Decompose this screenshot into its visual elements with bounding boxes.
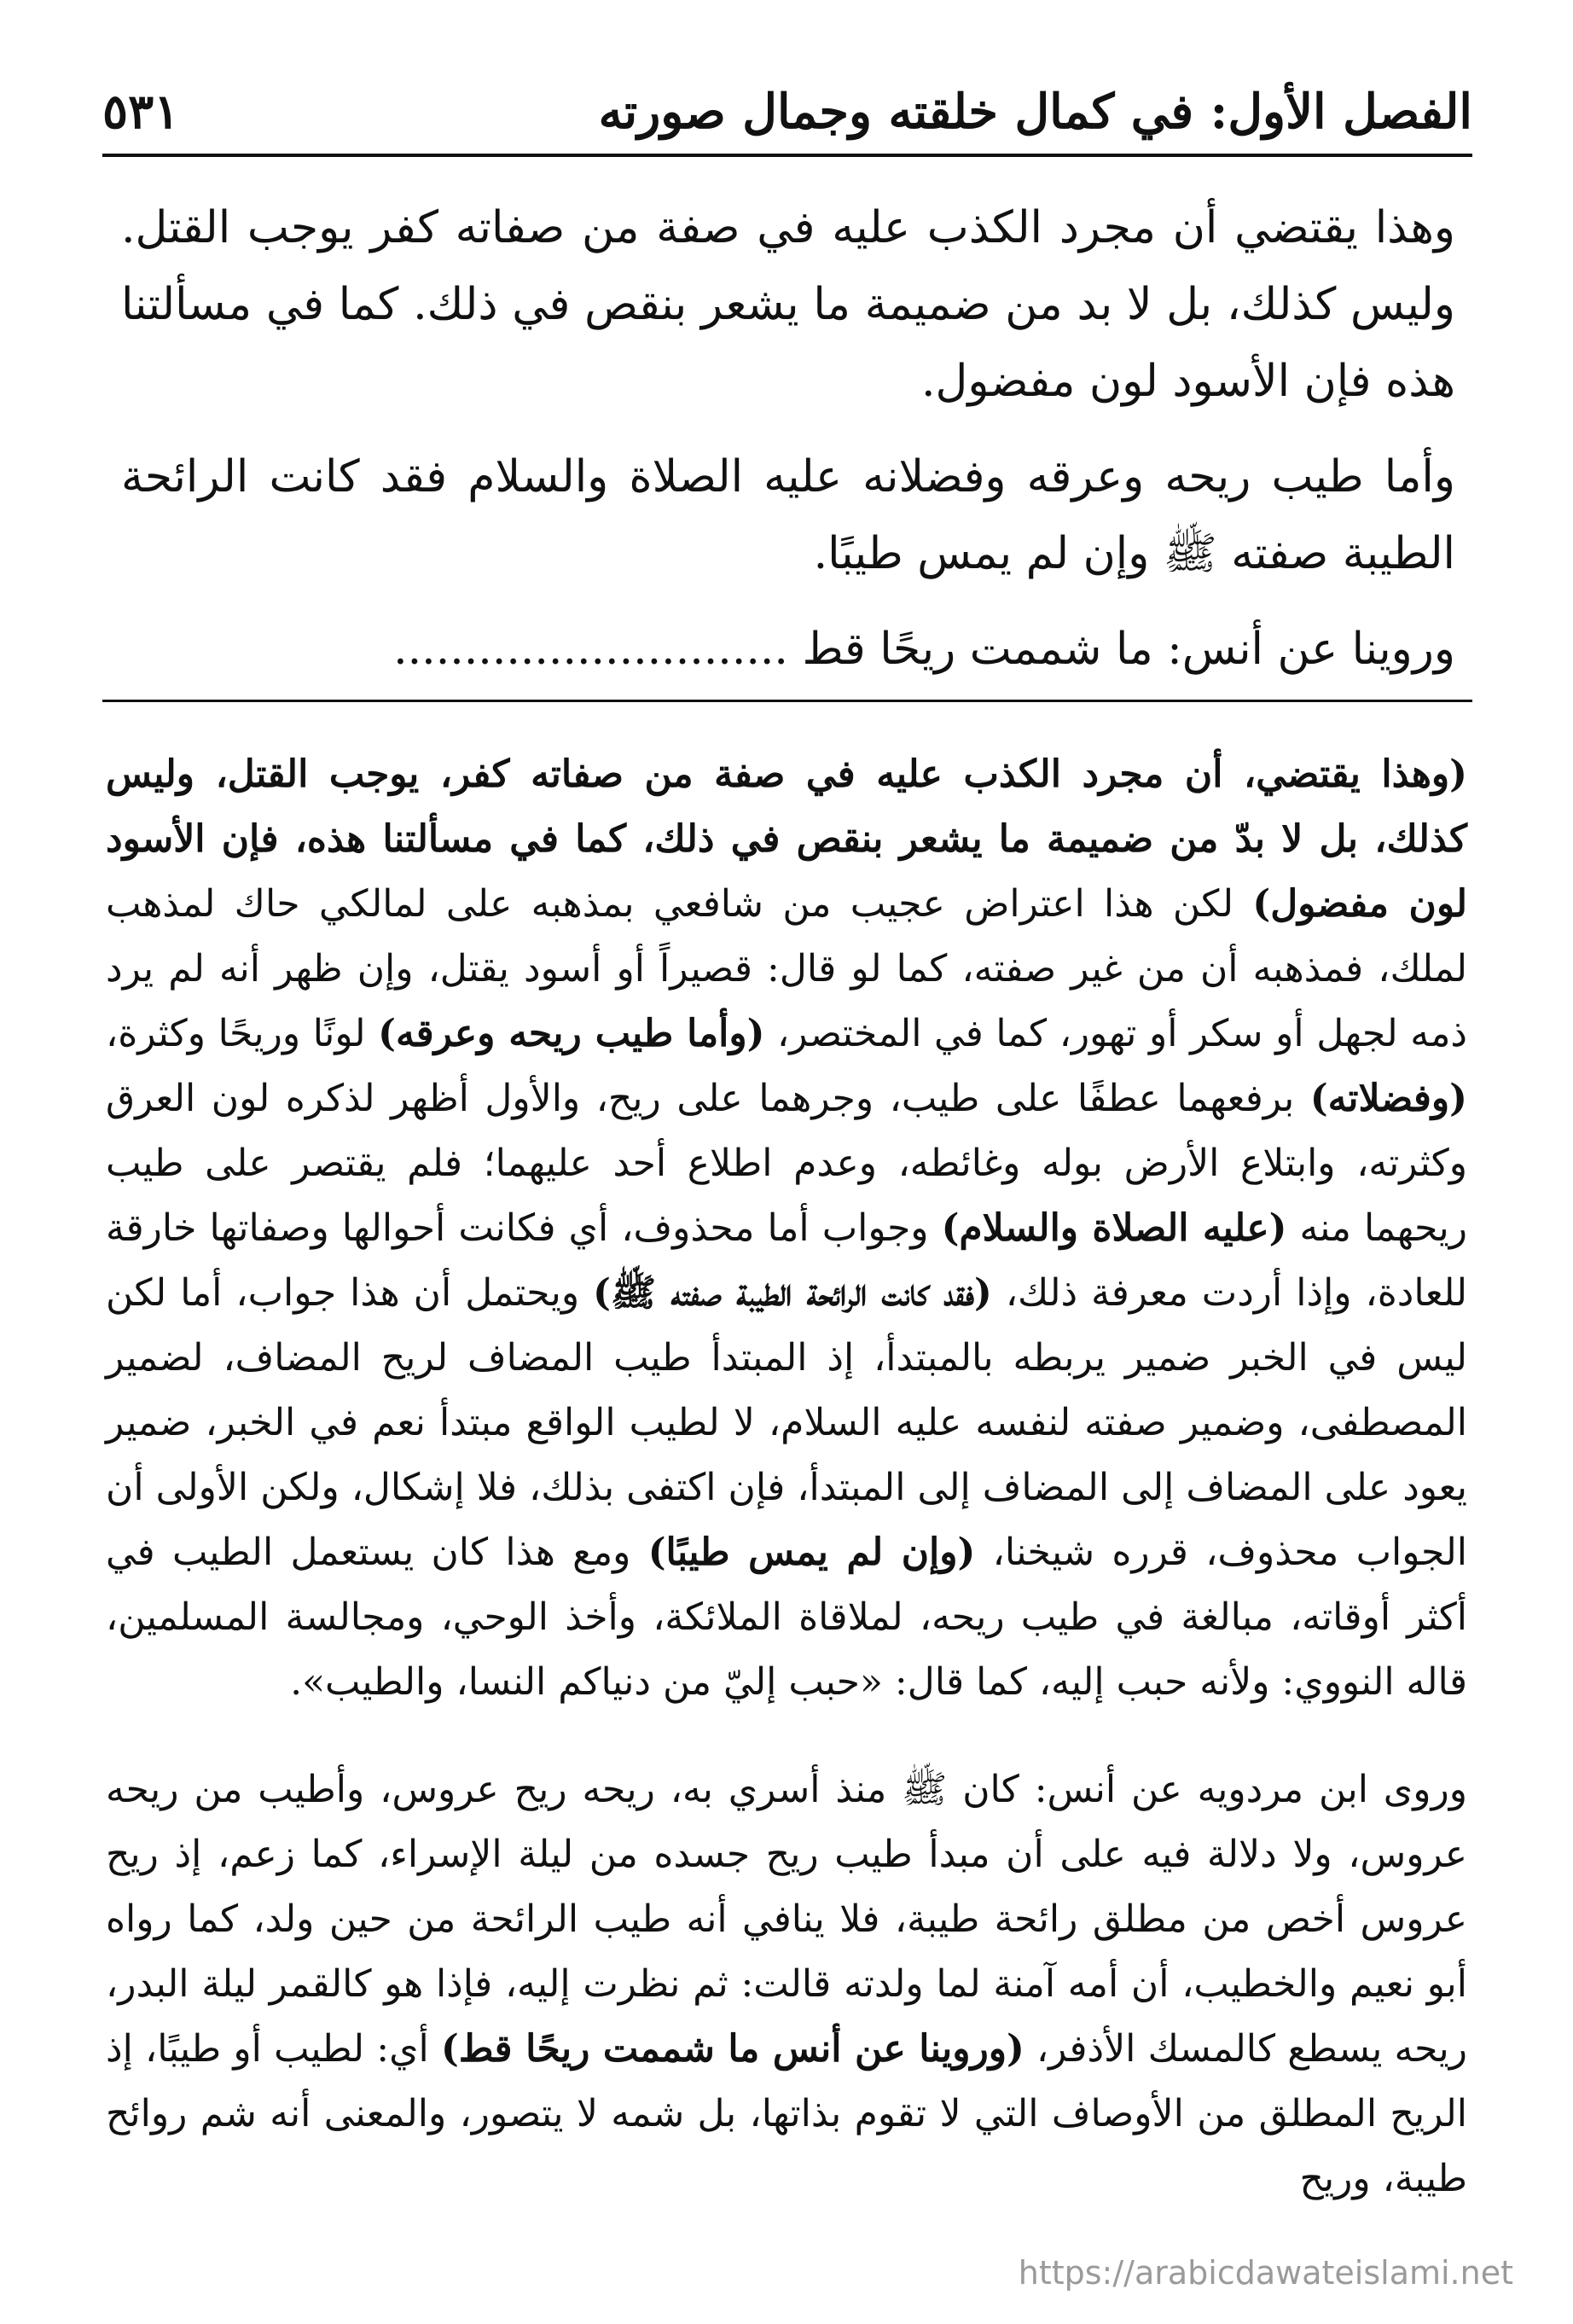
quoted-text: (عليه الصلاة والسلام) — [941, 1206, 1287, 1250]
continuation-dots: ............................ — [393, 624, 788, 675]
page-header — [102, 73, 1472, 150]
commentary-text: برفعهما عطفًا على طيب، وجرهما على ريح، والأول أظهر لذكره لون العرق وكثرته، وابتلاع الأرض بوله وغائطه، وعدم اطلاع أحد عليهما؛ فلم يقتصر على طيب ريحهما منه — [106, 1077, 1467, 1250]
commentary-text: ومع هذا كان يستعمل الطيب في أكثر أوقاته، مبالغة في طيب ريحه، لملاقاة الملائكة، وأخذ الوحي، ومجالسة المسلمين، قاله النووي: ولأنه حبب إليه، كما قال: «حبب إليّ من دنياكم النسا، والطيب». — [106, 1531, 1467, 1704]
main-paragraph: وأما طيب ريحه وعرقه وفضلانه عليه الصلاة والسلام فقد كانت الرائحة الطيبة صفته ﷺ وإن لم يمس طيبًا. — [121, 451, 1455, 579]
main-paragraph — [121, 611, 1455, 688]
main-paragraph: وهذا يقتضي أن مجرد الكذب عليه في صفة من صفاته كفر يوجب القتل. وليس كذلك، بل لا بد من ضميمة ما يشعر بنقص في ذلك. كما في مسألتنا هذه فإن الأسود لون مفضول. — [121, 202, 1455, 407]
page-number: ٥٣١ — [102, 84, 180, 140]
commentary-text: أي: لطيب أو طيبًا، إذ الريح المطلق من الأوصاف التي لا تقوم بذاتها، بل شمه لا يتصور، والمعنى أنه شم روائح طيبة، وريح — [106, 2027, 1467, 2200]
commentary-paragraph — [106, 742, 1467, 1715]
quoted-text: (وهذا يقتضي، أن مجرد الكذب عليه في صفة من صفاته كفر، يوجب القتل، وليس كذلك، بل لا بدّ من ضميمة ما يشعر بنقص في ذلك، كما في مسألتنا هذه، فإن الأسود لون مفضول) — [106, 752, 1467, 926]
quoted-text: (وفضلاته) — [1309, 1077, 1467, 1120]
commentary-text: لونًا وريحًا وكثرة، — [106, 1012, 379, 1055]
commentary-text: وروى ابن مردويه عن أنس: كان ﷺ منذ أسري به، ريحه ريح عروس، وأطيب من ريحه عروس، ولا دلالة فيه على أن مبدأ طيب ريح جسده من ليلة الإسراء، كما زعم، إذ ريح عروس أخص من مطلق رائحة طيبة، فلا ينافي أنه طيب الرائحة من حين ولد، كما رواه أبو نعيم والخطيب، أن أمه آمنة لما ولدته قالت: ثم نظرت إليه، فإذا هو كالقمر ليلة البدر، ريحه يسطع كالمسك الأذفر، — [106, 1768, 1468, 2071]
main-text — [121, 189, 1455, 706]
quoted-text: (وروينا عن أنس ما شممت ريحًا قط) — [440, 2027, 1024, 2071]
main-paragraph-text: وروينا عن أنس: ما شممت ريحًا قط — [802, 624, 1455, 675]
commentary-paragraph — [106, 1758, 1467, 2211]
commentary-text: ويحتمل أن هذا جواب، أما لكن ليس في الخبر ضمير يربطه بالمبتدأ، إذ المبتدأ طيب المضاف لريح المضاف، لضمير المصطفى، وضمير صفته لنفسه عليه السلام، لا لطيب الواقع مبتدأ نعم في الخبر، ضمير يعود على المضاف إلى المضاف إلى المبتدأ، فإن اكتفى بذلك، فلا إشكال، ولكن الأولى أن الجواب محذوف، قرره شيخنا، — [106, 1271, 1467, 1574]
commentary-text: لكن هذا اعتراض عجيب من شافعي بمذهبه على لمالكي حاك لمذهب لملك، فمذهبه أن من غير صفته، كما لو قال: قصيراً أو أسود يقتل، وإن ظهر أنه لم يرد ذمه لجهل أو سكر أو تهور، كما في المختصر، — [106, 882, 1467, 1055]
quoted-text: (فقد كانت الرائحة الطيبة صفته ﷺ) — [593, 1271, 992, 1315]
text-commentary-divider — [102, 700, 1472, 702]
header-divider — [102, 154, 1472, 157]
commentary — [106, 742, 1467, 2211]
quoted-text: (وأما طيب ريحه وعرقه) — [378, 1012, 765, 1055]
quoted-text: (وإن لم يمس طيبًا) — [647, 1531, 976, 1574]
chapter-title: الفصل الأول: في كمال خلقته وجمال صورته — [598, 84, 1472, 140]
watermark-url: https://arabicdawateislami.net — [1018, 2254, 1513, 2292]
commentary-text: وجواب أما محذوف، أي فكانت أحوالها وصفاتها خارقة للعادة، وإذا أردت معرفة ذلك، — [106, 1206, 1468, 1315]
